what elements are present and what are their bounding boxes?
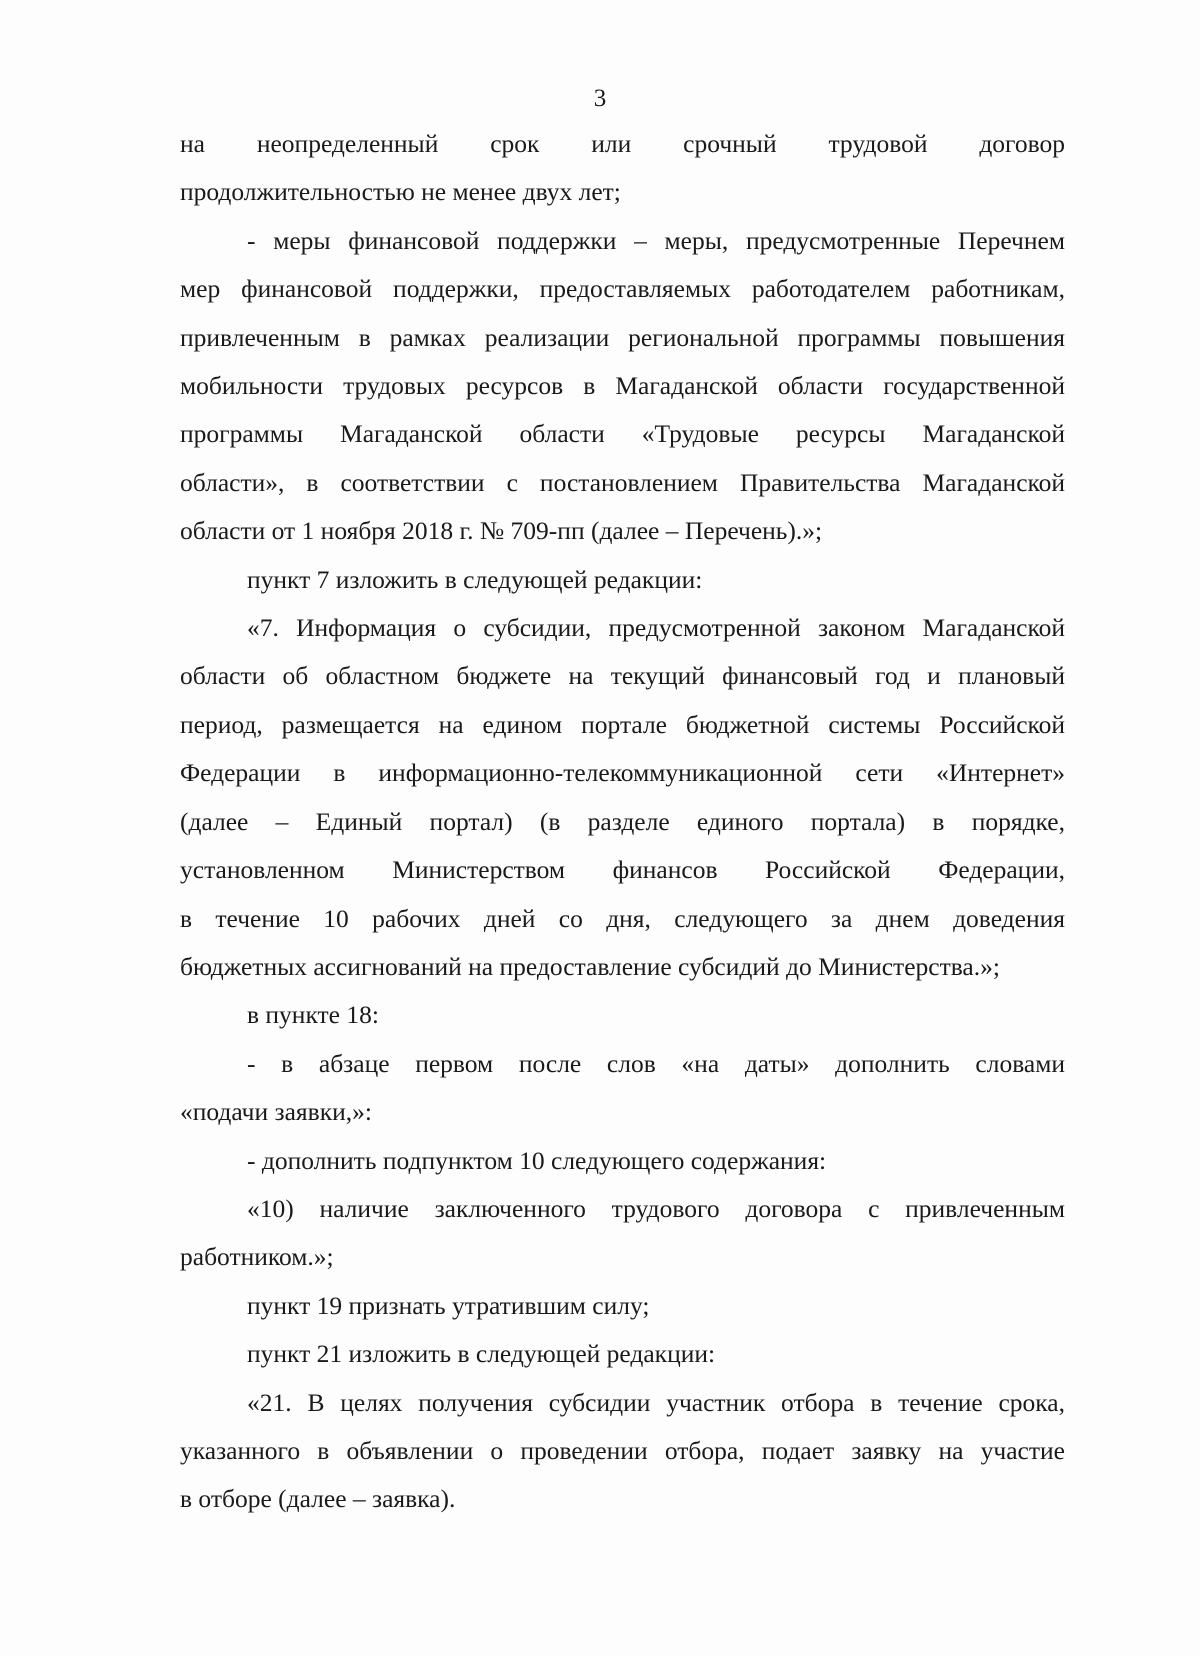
paragraph: [180, 217, 1065, 556]
paragraph: [180, 1040, 1065, 1137]
paragraph-line: на неопределенный срок или срочный трудовой договор: [180, 129, 1065, 158]
paragraph-line: установленном Министерством финансов Российской Федерации,: [180, 855, 1065, 885]
paragraph-line: «подачи заявки,»:: [180, 1097, 372, 1127]
paragraph: [180, 991, 1065, 1039]
paragraph-line: «10) наличие заключенного трудового договора с привлеченным: [247, 1193, 1065, 1223]
paragraph-line: пункт 7 изложить в следующей редакции:: [247, 564, 703, 594]
paragraph: [180, 556, 1065, 604]
paragraph-line: мер финансовой поддержки, предоставляемых работодателем работникам,: [180, 274, 1065, 304]
paragraph: [180, 1185, 1065, 1282]
document-body: [180, 120, 1065, 1524]
paragraph-line: бюджетных ассигнований на предоставление субсидий до Министерства.»;: [180, 951, 1000, 981]
paragraph: [180, 1330, 1065, 1378]
paragraph-line: в отборе (далее – заявка).: [180, 1484, 456, 1514]
paragraph-line: (далее – Единый портал) (в разделе единого портала) в порядке,: [180, 806, 1065, 836]
paragraph-line: программы Магаданской области «Трудовые ресурсы Магаданской: [180, 419, 1065, 449]
paragraph-line: Федерации в информационно-телекоммуникационной сети «Интернет»: [180, 758, 1065, 788]
paragraph-line: указанного в объявлении о проведении отбора, подает заявку на участие: [180, 1435, 1065, 1465]
paragraph-line: работником.»;: [180, 1242, 334, 1272]
paragraph-line: в пункте 18:: [247, 1000, 379, 1030]
paragraph-line: области», в соответствии с постановлением Правительства Магаданской: [180, 467, 1065, 497]
paragraph-line: - меры финансовой поддержки – меры, предусмотренные Перечнем: [247, 225, 1065, 255]
paragraph-line: - в абзаце первом после слов «на даты» дополнить словами: [247, 1048, 1065, 1078]
paragraph-line: области от 1 ноября 2018 г. № 709-пп (далее – Перечень).»;: [180, 516, 823, 546]
paragraph-line: - дополнить подпунктом 10 следующего содержания:: [247, 1145, 827, 1175]
paragraph-line: «21. В целях получения субсидии участник отбора в течение срока,: [247, 1387, 1065, 1417]
paragraph: [180, 120, 1065, 217]
paragraph-line: привлеченным в рамках реализации региональной программы повышения: [180, 322, 1065, 352]
page-number: 3: [593, 85, 607, 112]
paragraph-line: «7. Информация о субсидии, предусмотренной законом Магаданской: [247, 613, 1065, 643]
paragraph-line: пункт 19 признать утратившим силу;: [247, 1290, 650, 1320]
paragraph-line: мобильности трудовых ресурсов в Магаданской области государственной: [180, 371, 1065, 401]
paragraph-line: период, размещается на едином портале бюджетной системы Российской: [180, 709, 1065, 739]
paragraph: [180, 604, 1065, 991]
paragraph: [180, 1282, 1065, 1330]
paragraph: [180, 1379, 1065, 1524]
paragraph-line: в течение 10 рабочих дней со дня, следующего за днем доведения: [180, 903, 1065, 933]
paragraph: [180, 1137, 1065, 1185]
paragraph-line: пункт 21 изложить в следующей редакции:: [247, 1339, 716, 1369]
paragraph-line: области об областном бюджете на текущий финансовый год и плановый: [180, 661, 1065, 691]
paragraph-line: продолжительностью не менее двух лет;: [180, 177, 621, 207]
